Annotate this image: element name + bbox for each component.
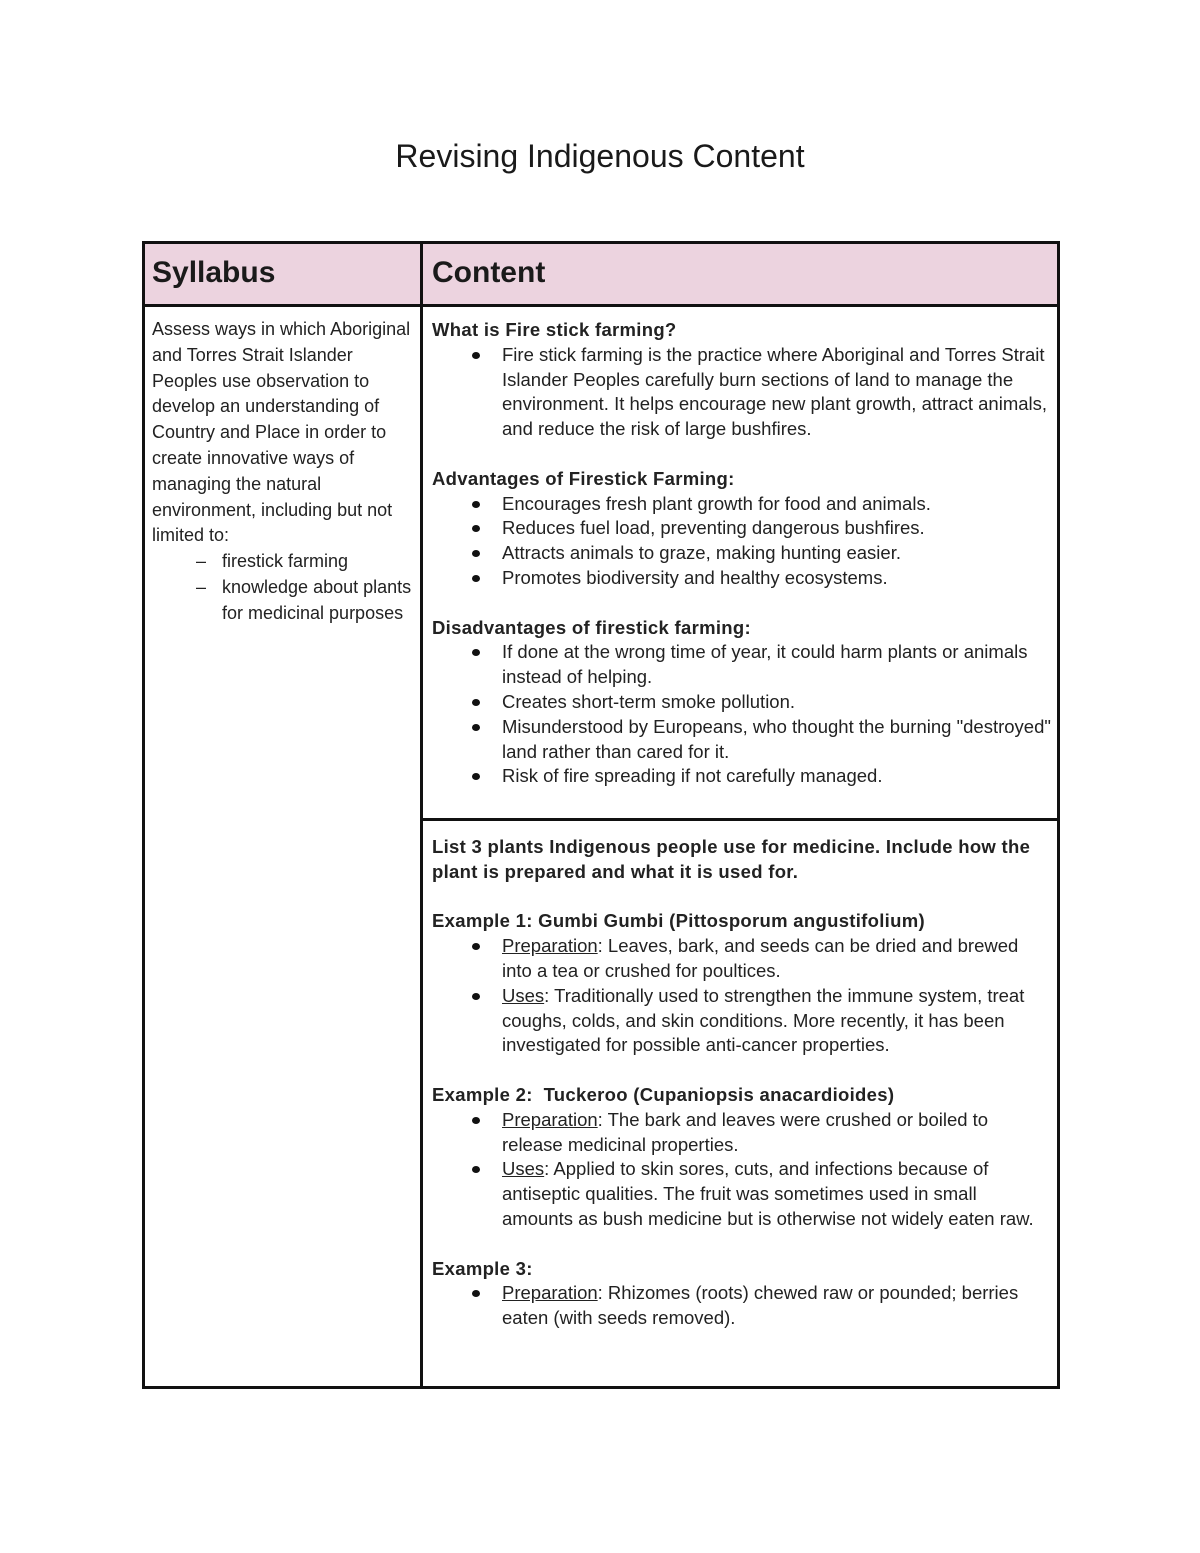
- list-item-text: Misunderstood by Europeans, who thought the burning "destroyed" land rather than cared for it.: [502, 715, 1051, 762]
- uses-text: : Traditionally used to strengthen the immune system, treat coughs, colds, and skin conditions. More recently, it has been investigated for possible anti-cancer properties.: [502, 984, 1025, 1056]
- list-item-text: Promotes biodiversity and healthy ecosystems.: [502, 566, 888, 588]
- row-divider: [423, 818, 1057, 821]
- fire-question-heading: What is Fire stick farming?: [432, 319, 677, 340]
- syllabus-text: Assess ways in which Aboriginal and Torres Strait Islander Peoples use observation to develop an understanding of Country and Place in order to create innovative ways of managing the natural environment, including but not limited to:: [152, 319, 411, 546]
- bullet-icon: [472, 1290, 480, 1297]
- uses-text: : Applied to skin sores, cuts, and infections because of antiseptic qualities. The fruit was sometimes used in small amounts as bush medicine but is otherwise not widely eaten raw.: [502, 1158, 1034, 1229]
- bullet-icon: [472, 724, 480, 731]
- example-heading: Example 3:: [432, 1257, 533, 1279]
- advantages-heading: Advantages of Firestick Farming:: [432, 467, 735, 489]
- dash-marker: –: [196, 576, 207, 597]
- bullet-icon: [472, 1117, 480, 1124]
- example-list: [432, 934, 1052, 1058]
- list-item: [432, 690, 1052, 715]
- firestick-cell: [432, 318, 1052, 789]
- bullet-icon: [472, 993, 480, 1000]
- disadvantages-list: [432, 640, 1052, 789]
- preparation-label: Preparation: [502, 1282, 598, 1304]
- list-item-text: Reduces fuel load, preventing dangerous bushfires.: [502, 517, 925, 539]
- example-heading: Example 2: Tuckeroo (Cupaniopsis anacardioides): [432, 1083, 895, 1105]
- bullet-icon: [472, 773, 480, 780]
- list-item-text: Fire stick farming is the practice where Aboriginal and Torres Strait Islander Peoples carefully burn sections of land to manage the environment. It helps encourage new plant growth, attract animals, and reduce the risk of large bushfires.: [502, 343, 1048, 440]
- list-item-text: If done at the wrong time of year, it could harm plants or animals instead of helping.: [502, 641, 1028, 688]
- header-content: Content: [432, 256, 546, 289]
- list-item: [432, 1281, 1052, 1331]
- plants-cell: [432, 835, 1052, 1331]
- list-item: [432, 640, 1052, 690]
- bullet-icon: [472, 525, 480, 532]
- example-list: [432, 1108, 1052, 1232]
- header-syllabus: Syllabus: [152, 256, 276, 289]
- list-item: [432, 1108, 1052, 1158]
- list-item-text: Attracts animals to graze, making hunting easier.: [502, 542, 901, 564]
- list-item-text: Risk of fire spreading if not carefully managed.: [502, 765, 883, 787]
- preparation-text: : The bark and leaves were crushed or boiled to release medicinal properties.: [502, 1108, 989, 1155]
- fire-definition-list: [432, 343, 1052, 442]
- preparation-label: Preparation: [502, 935, 598, 957]
- list-item-text: Creates short-term smoke pollution.: [502, 690, 796, 712]
- syllabus-item-text: knowledge about plants for medicinal purposes: [222, 576, 412, 623]
- table-header-row: [145, 244, 1057, 307]
- uses-label: Uses: [502, 1158, 545, 1180]
- list-item: [432, 984, 1052, 1058]
- list-item-text: Encourages fresh plant growth for food and animals.: [502, 492, 931, 514]
- list-item: [432, 764, 1052, 789]
- column-divider: [420, 244, 423, 1386]
- example-list: [432, 1281, 1052, 1331]
- bullet-icon: [472, 501, 480, 508]
- list-item: [432, 934, 1052, 984]
- list-item: [432, 1157, 1052, 1231]
- disadvantages-heading: Disadvantages of firestick farming:: [432, 616, 751, 638]
- bullet-icon: [472, 943, 480, 950]
- advantages-list: [432, 492, 1052, 591]
- list-item: [432, 492, 1052, 517]
- bullet-icon: [472, 699, 480, 706]
- uses-label: Uses: [502, 984, 545, 1006]
- list-item: [432, 343, 1052, 442]
- dash-marker: –: [196, 551, 207, 572]
- syllabus-item: [152, 575, 414, 627]
- syllabus-item: [152, 549, 414, 575]
- bullet-icon: [472, 1166, 480, 1173]
- list-item: [432, 516, 1052, 541]
- syllabus-cell: [152, 317, 414, 627]
- plants-prompt: List 3 plants Indigenous people use for medicine. Include how the plant is prepared and what it is used for.: [432, 836, 1031, 882]
- syllabus-item-text: firestick farming: [222, 551, 349, 572]
- preparation-label: Preparation: [502, 1108, 598, 1130]
- bullet-icon: [472, 575, 480, 582]
- bullet-icon: [472, 649, 480, 656]
- page-title: Revising Indigenous Content: [395, 138, 805, 174]
- list-item: [432, 541, 1052, 566]
- preparation-text: : Leaves, bark, and seeds can be dried and brewed into a tea or crushed for poultices.: [502, 935, 1019, 981]
- list-item: [432, 566, 1052, 591]
- revision-table: [142, 241, 1060, 1389]
- preparation-text: : Rhizomes (roots) chewed raw or pounded; berries eaten (with seeds removed).: [502, 1282, 1019, 1329]
- list-item: [432, 715, 1052, 765]
- example-heading: Example 1: Gumbi Gumbi (Pittosporum angustifolium): [432, 910, 925, 932]
- bullet-icon: [472, 352, 480, 359]
- bullet-icon: [472, 550, 480, 557]
